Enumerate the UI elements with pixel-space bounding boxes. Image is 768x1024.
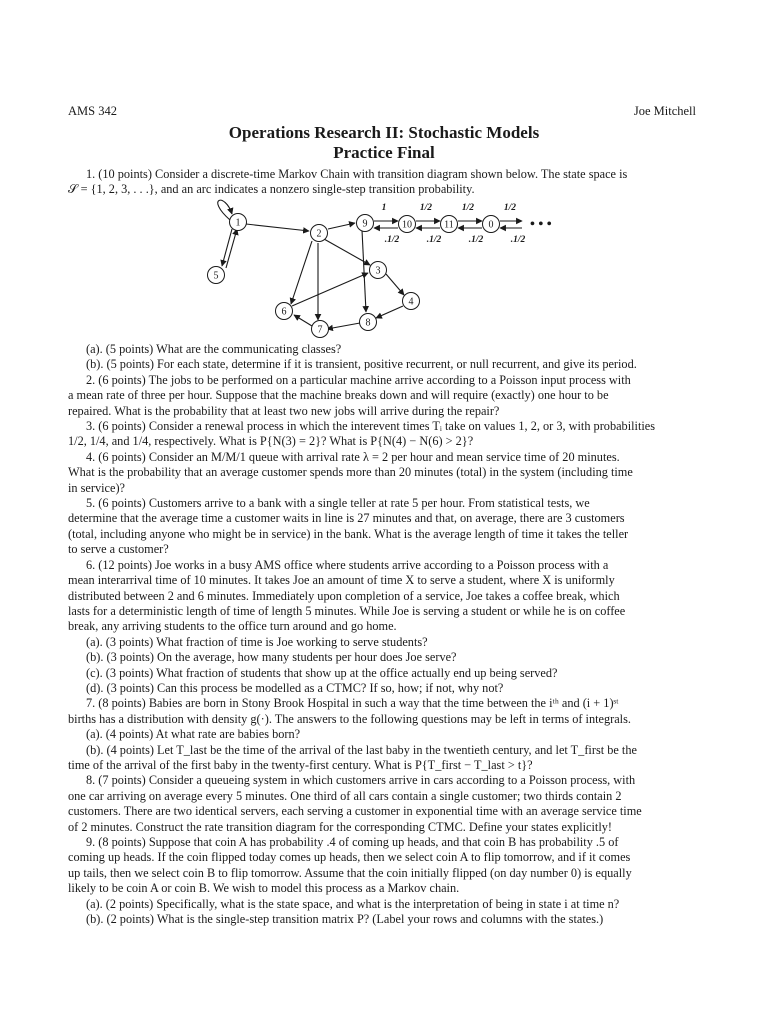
node-label: 0: [488, 219, 494, 231]
text-line: break, any arriving students to the office turn around and go home.: [68, 619, 397, 634]
text-line: 4. (6 points) Consider an M/M/1 queue with arrival rate λ = 2 per hour and mean service time of 20 minutes.: [86, 449, 620, 464]
arc-label: .1/2: [426, 235, 442, 245]
text-line: 8. (7 points) Consider a queueing system in which customers arrive in cars according to a Poisson process, with: [86, 773, 636, 788]
arc-label: 1/2: [419, 203, 433, 213]
text-line: customers. There are two identical servers, each serving a customer in exponential time with an average service time: [68, 804, 642, 819]
text-line: a mean rate of three per hour. Suppose that the machine breaks down and will require (exactly) one hour to be: [68, 388, 609, 403]
arc-label: 1: [381, 203, 387, 213]
text-line: 𝒮 = {1, 2, 3, . . .}, and an arc indicates a nonzero single-step transition probability.: [68, 182, 475, 197]
text-line: to serve a customer?: [68, 542, 169, 557]
markov-chain-diagram: [200, 198, 580, 340]
exam-title: Operations Research II: Stochastic Models: [228, 123, 540, 142]
text-line: time of the arrival of the first baby in the twenty-first century. What is P{T_first − T_last > t}?: [68, 757, 533, 772]
node-label: 7: [317, 324, 323, 336]
text-line: 6. (12 points) Joe works in a busy AMS office where students arrive according to a Poisson process with a: [86, 557, 609, 572]
node-label: 10: [402, 219, 412, 231]
text-line: (b). (3 points) On the average, how many students per hour does Joe serve?: [86, 650, 457, 665]
node-label: 6: [281, 306, 287, 318]
node-label: 9: [362, 218, 368, 230]
text-line: repaired. What is the probability that at least two new jobs will arrive during the repair?: [68, 403, 500, 418]
diagram-nodes: [208, 214, 500, 338]
arc-label: .1/2: [384, 235, 400, 245]
node-label: 5: [213, 270, 219, 282]
text-line: in service)?: [68, 480, 126, 495]
author-name: Joe Mitchell: [633, 104, 696, 118]
text-line: 1. (10 points) Consider a discrete-time Markov Chain with transition diagram shown below. The state space is: [86, 167, 628, 181]
node-label: 1: [235, 217, 241, 229]
arc-label: 1/2: [503, 203, 517, 213]
node-label: 11: [444, 219, 454, 231]
text-line: one car arriving on average every 5 minutes. One third of all cars contain a single customer; two thirds contain 2: [68, 788, 622, 803]
node-label: 3: [375, 265, 381, 277]
node-label: 2: [316, 228, 322, 240]
text-line: (total, including anyone who might be in service) in the bank. What is the average length of time it takes the teller: [68, 526, 629, 541]
text-line: (c). (3 points) What fraction of students that show up at the office actually end up being served?: [86, 665, 558, 680]
ellipsis: • • •: [530, 217, 552, 232]
text-line: 1/2, 1/4, and 1/4, respectively. What is P{N(3) = 2}? What is P{N(4) − N(6) > 2}?: [68, 434, 474, 449]
text-line: 2. (6 points) The jobs to be performed on a particular machine arrive according to a Poisson input process with: [86, 372, 631, 387]
text-line: (a). (3 points) What fraction of time is Joe working to serve students?: [86, 634, 428, 649]
node-label: 4: [408, 296, 414, 308]
text-line: (b). (4 points) Let T_last be the time of the arrival of the last baby in the twentieth century, and let T_first be the: [86, 742, 637, 757]
problem-1-text: [68, 167, 700, 198]
course-code: AMS 342: [68, 104, 117, 118]
text-line: coming up heads. If the coin flipped today comes up heads, then we select coin A to flip tomorrow, and if it comes: [68, 850, 631, 865]
text-line: lasts for a deterministic length of time of length 5 minutes. While Joe is serving a student or while he is on coffee: [68, 603, 626, 618]
text-line: (a). (2 points) Specifically, what is the state space, and what is the interpretation of being in state i at time n?: [86, 896, 620, 911]
node-label: 8: [365, 317, 371, 329]
arc-label: .1/2: [510, 235, 526, 245]
text-line: 9. (8 points) Suppose that coin A has probability .4 of coming up heads, and that coin B has probability .5 of: [86, 835, 619, 849]
text-line: likely to be coin A or coin B. We wish to model this process as a Markov chain.: [68, 881, 460, 896]
text-line: (a). (5 points) What are the communicating classes?: [86, 342, 342, 356]
text-line: 3. (6 points) Consider a renewal process in which the interevent times Tᵢ take on values 1, 2, or 3, with probabilities: [86, 419, 656, 434]
arc-label: .1/2: [468, 235, 484, 245]
text-line: 5. (6 points) Customers arrive to a bank with a single teller at rate 5 per hour. From statistical tests, we: [86, 496, 590, 511]
exam-subtitle: Practice Final: [333, 143, 435, 162]
text-line: births has a distribution with density g(·). The answers to the following questions may be left in terms of integrals.: [68, 711, 631, 726]
text-line: of 2 minutes. Construct the rate transition diagram for the corresponding CTMC. Define your states explicitly!: [68, 819, 613, 834]
text-line: 7. (8 points) Babies are born in Stony Brook Hospital in such a way that the time between the iᵗʰ and (i + 1)ˢᵗ: [86, 696, 619, 711]
arc-label: 1/2: [461, 203, 475, 213]
text-line: determine that the average time a customer waits in line is 27 minutes and that, on average, there are 3 customers: [68, 511, 625, 526]
text-line: (b). (2 points) What is the single-step transition matrix P? (Label your rows and columns with the states.): [86, 912, 604, 927]
text-line: (a). (4 points) At what rate are babies born?: [86, 727, 301, 742]
text-line: mean interarrival time of 10 minutes. It takes Joe an amount of time X to serve a student, where X is uniformly: [68, 573, 615, 588]
text-line: (d). (3 points) Can this process be modelled as a CTMC? If so, how; if not, why not?: [86, 680, 504, 695]
problems-body: [68, 342, 700, 927]
text-line: (b). (5 points) For each state, determine if it is transient, positive recurrent, or null recurrent, and give its period.: [86, 357, 637, 372]
text-line: up tails, then we select coin B to flip tomorrow. Assume that the coin initially flipped (on day number 0) is equally: [68, 865, 632, 880]
text-line: What is the probability that an average customer spends more than 20 minutes (total) in the system (including time: [68, 465, 633, 480]
text-line: distributed between 2 and 6 minutes. Immediately upon completion of a service, Joe takes a coffee break, which: [68, 588, 620, 603]
